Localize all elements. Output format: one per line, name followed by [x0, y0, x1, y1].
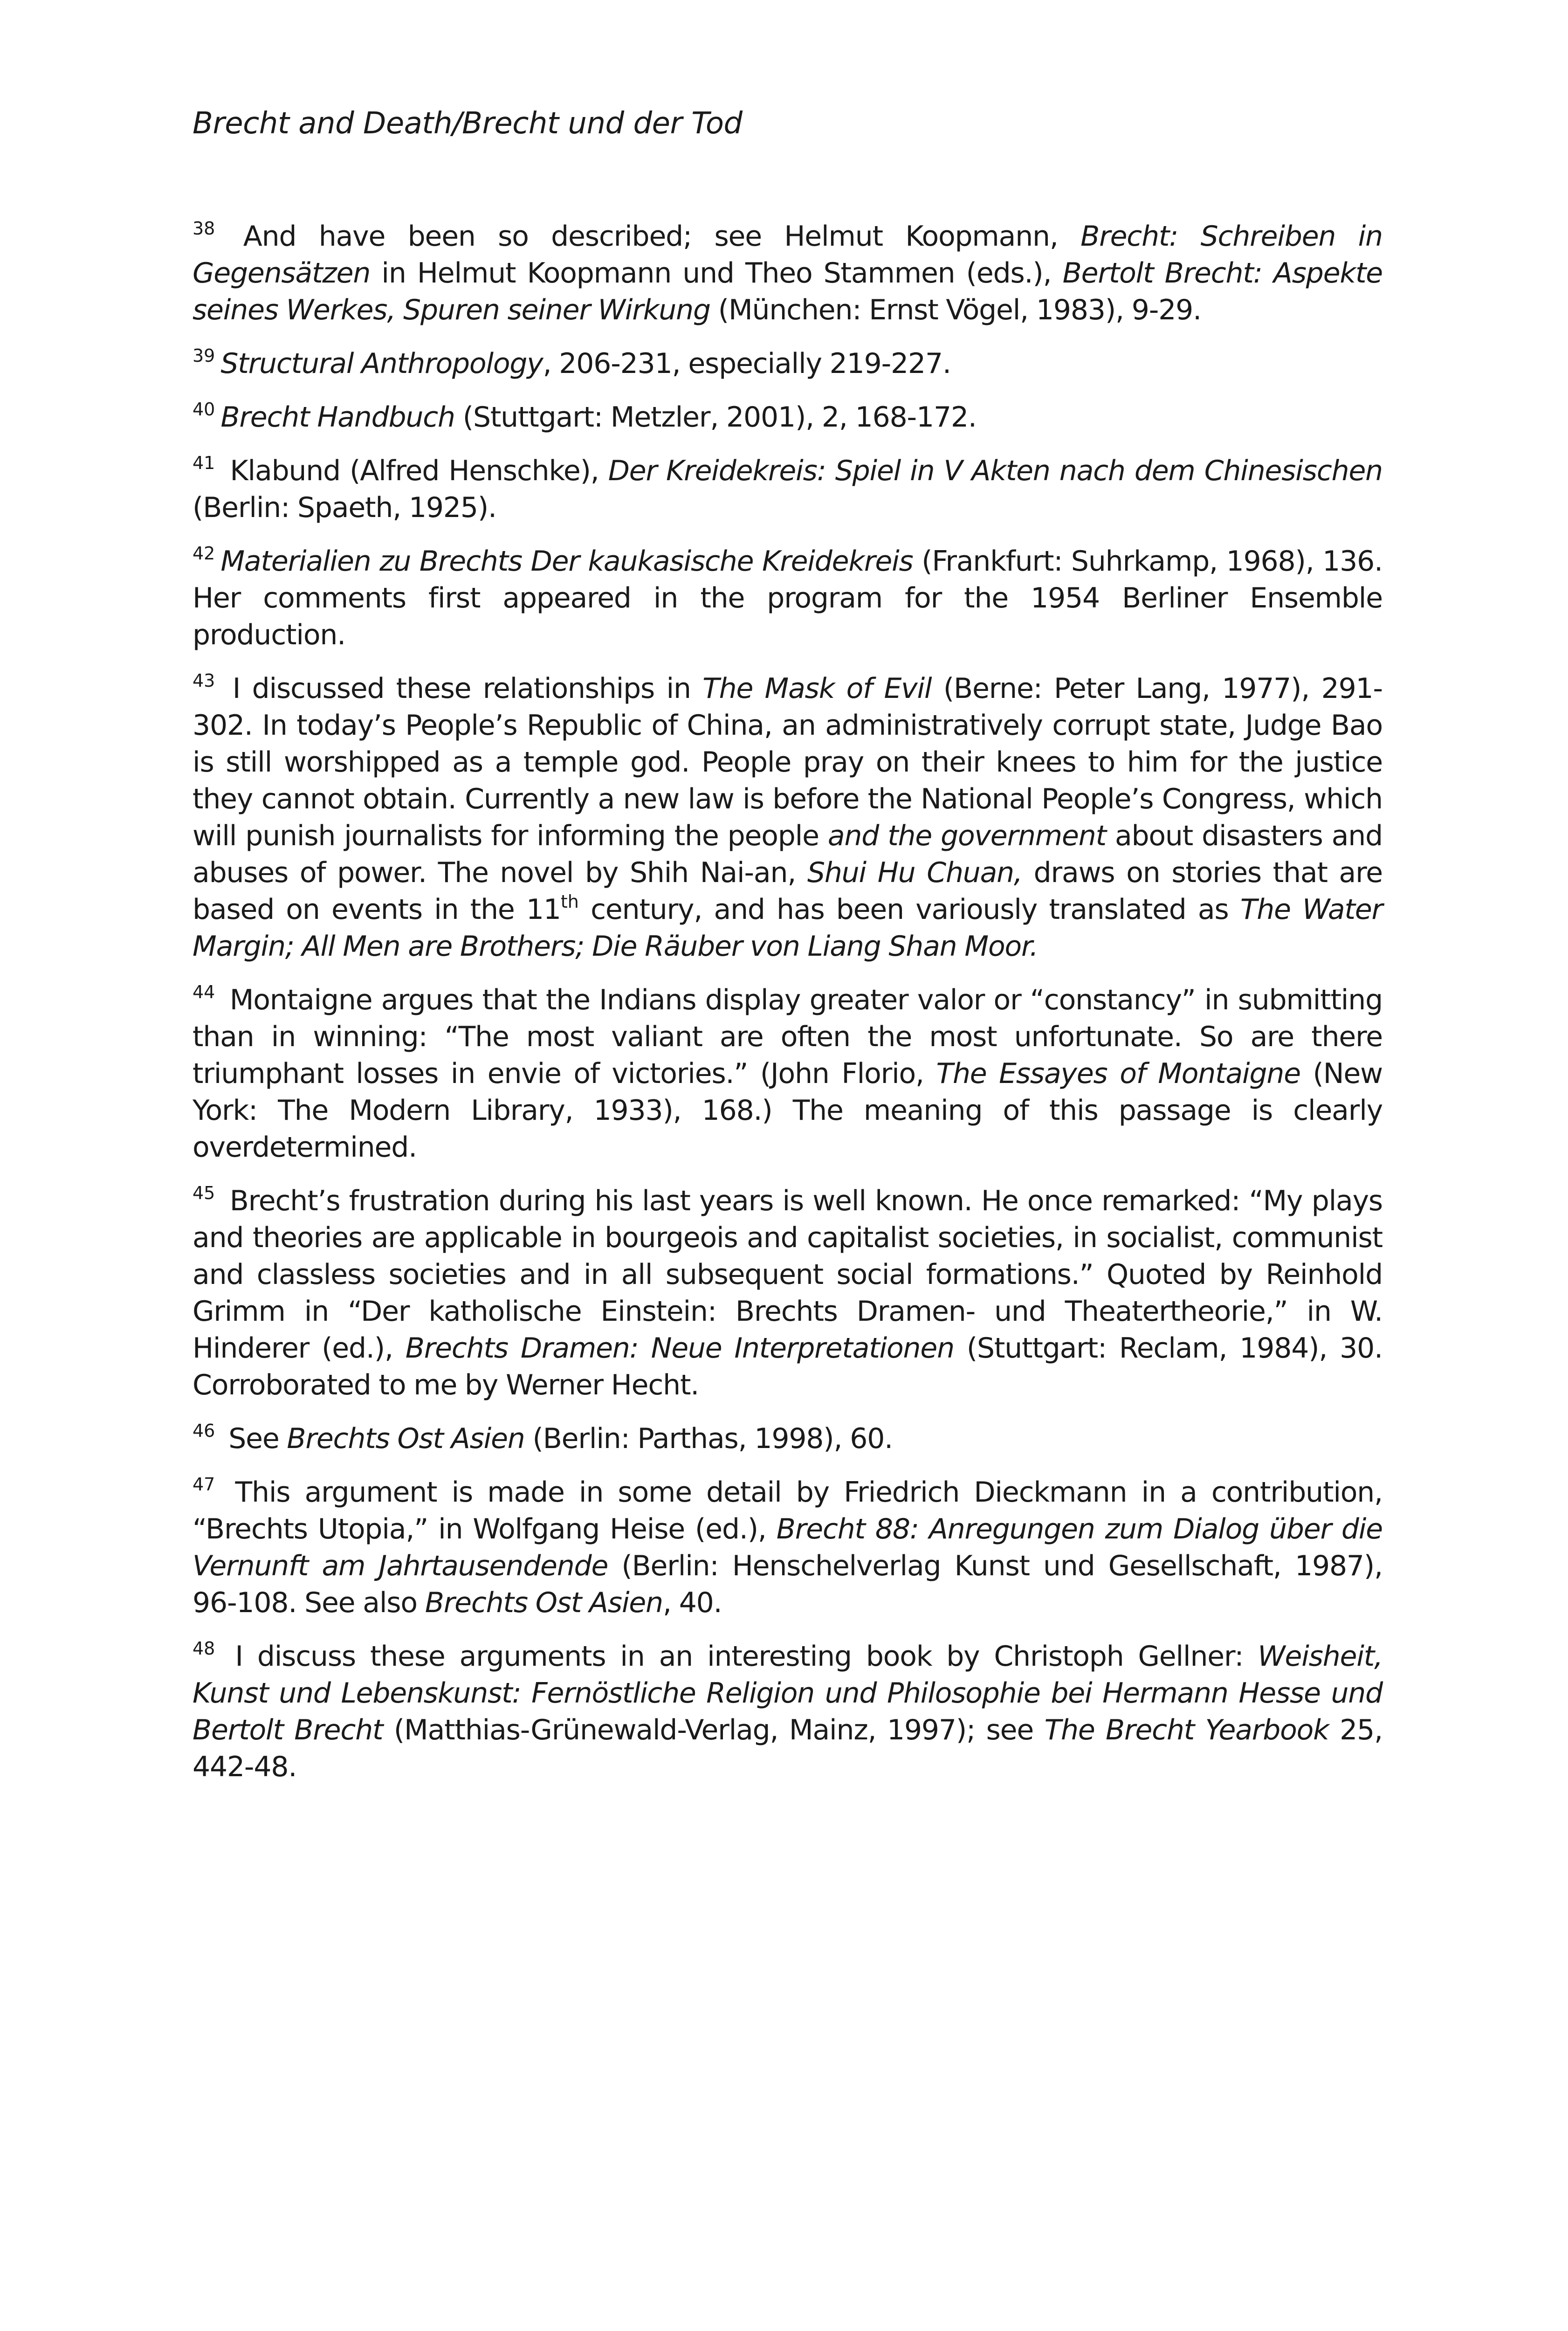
- endnote-44: $^{44}$ Montaigne argues that the Indians display greater valor or “constancy” in submitting than in winning: “The most valiant are often the most unfortunate. So are there triumphant losses in envie of victories.” (John Florio, The Essayes of Montaigne (New York: The Modern Library, 1933), 168.) The meaning of this passage is clearly overdetermined.: [193, 982, 1382, 1164]
- endnote-38: $^{38}$ And have been so described; see Helmut Koopmann, Brecht: Schreiben in Gegensätzen in Helmut Koopmann und Theo Stammen (eds.), Bertolt Brecht: Aspekte seines Werkes, Spuren seiner Wirkung (München: Ernst Vögel, 1983), 9-29.: [193, 218, 1382, 326]
- note-number: 45: [193, 1183, 215, 1203]
- note-number: 48: [193, 1638, 215, 1659]
- endnote-40: $^{40}$ Brecht Handbuch (Stuttgart: Metzler, 2001), 2, 168-172.: [193, 399, 977, 434]
- endnote-45: $^{45}$ Brecht’s frustration during his last years is well known. He once remarked: “My plays and theories are applicable in bourgeois and capitalist societies, in socialist, communist and classless societies and in all subsequent social formations.” Quoted by Reinhold Grimm in “Der katholische Einstein: Brechts Dramen- und Theatertheorie,” in W. Hinderer (ed.), Brechts Dramen: Neue Interpretationen (Stuttgart: Reclam, 1984), 30. Corroborated to me by Werner Hecht.: [193, 1183, 1382, 1401]
- note-number: 47: [193, 1474, 215, 1495]
- endnote-39: $^{39}$ Structural Anthropology, 206-231, especially 219-227.: [193, 345, 951, 380]
- note-number: 42: [193, 543, 215, 564]
- endnote-46: $^{46}$ See Brechts Ost Asien (Berlin: Parthas, 1998), 60.: [193, 1421, 893, 1455]
- running-head: Brecht and Death/Brecht und der Tod: [193, 106, 743, 141]
- note-number: 41: [193, 453, 215, 473]
- note-number: 43: [193, 670, 215, 691]
- note-number: 40: [193, 399, 215, 420]
- endnote-47: $^{47}$ This argument is made in some detail by Friedrich Dieckmann in a contribution, “Brechts Utopia,” in Wolfgang Heise (ed.), Brecht 88: Anregungen zum Dialog über die Vernunft am Jahrtausendende (Berlin: Henschelverlag Kunst und Gesellschaft, 1987), 96-108. See also Brechts Ost Asien, 40.: [193, 1474, 1382, 1619]
- endnotes: [193, 218, 1382, 1802]
- note-number: 44: [193, 982, 215, 1002]
- note-number: 39: [193, 345, 215, 366]
- note-number: 46: [193, 1421, 215, 1441]
- endnote-43: $^{43}$ I discussed these relationships in The Mask of Evil (Berne: Peter Lang, 1977), 291-302. In today’s People’s Republic of China, an administratively corrupt state, Judge Bao is still worshipped as a temple god. People pray on their knees to him for the justice they cannot obtain. Currently a new law is before the National People’s Congress, which will punish journalists for informing the people and the government about disasters and abuses of power. The novel by Shih Nai-an, Shui Hu Chuan, draws on stories that are based on events in the 11th century, and has been variously translated as The Water Margin; All Men are Brothers; Die Räuber von Liang Shan Moor.: [193, 670, 1383, 963]
- endnote-48: $^{48}$ I discuss these arguments in an interesting book by Christoph Gellner: Weisheit, Kunst und Lebenskunst: Fernöstliche Religion und Philosophie bei Hermann Hesse und Bertolt Brecht (Matthias-Grünewald-Verlag, Mainz, 1997); see The Brecht Yearbook 25, 442-48.: [193, 1638, 1382, 1783]
- endnote-41: $^{41}$ Klabund (Alfred Henschke), Der Kreidekreis: Spiel in V Akten nach dem Chinesischen (Berlin: Spaeth, 1925).: [193, 453, 1382, 524]
- note-number: 38: [193, 218, 215, 239]
- endnote-42: $^{42}$ Materialien zu Brechts Der kaukasische Kreidekreis (Frankfurt: Suhrkamp, 1968), 136. Her comments first appeared in the program for the 1954 Berliner Ensemble production.: [193, 543, 1382, 651]
